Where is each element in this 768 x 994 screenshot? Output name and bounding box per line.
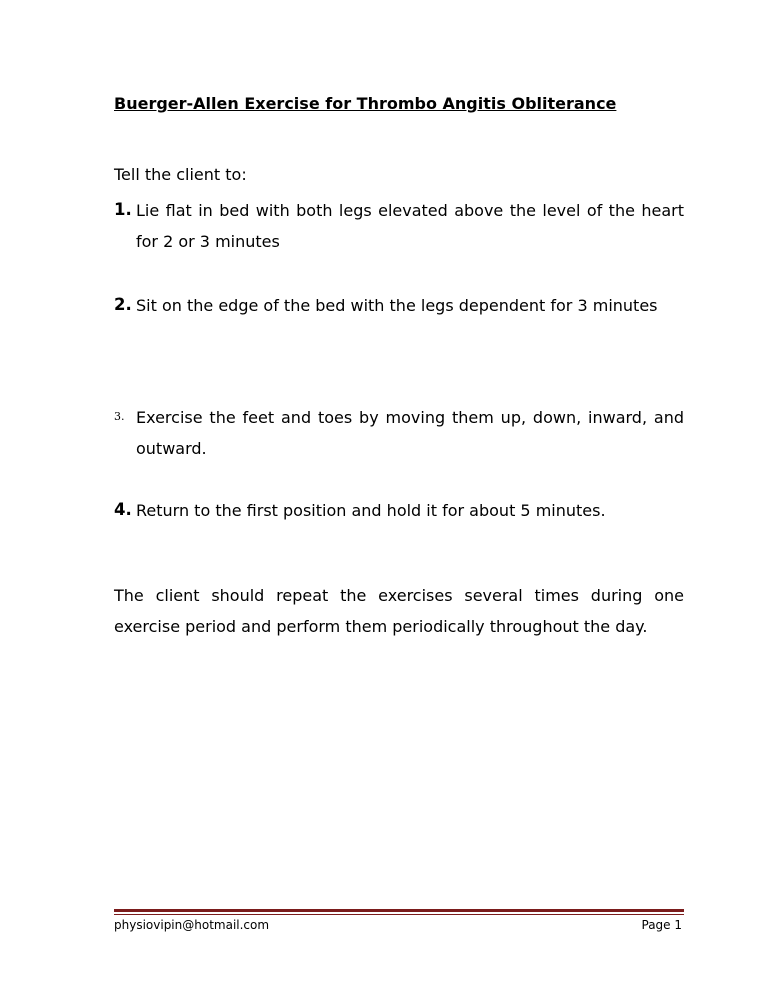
list-item-text: Return to the first position and hold it for about 5 minutes.: [136, 501, 606, 520]
document-title: Buerger-Allen Exercise for Thrombo Angitis Obliterance: [114, 94, 617, 113]
list-item-number: 3.: [114, 410, 125, 423]
list-item-number: 1.: [114, 200, 132, 219]
list-item-number: 4.: [114, 500, 132, 519]
list-item-text: Exercise the feet and toes by moving them up, down, inward, and outward.: [136, 408, 684, 458]
intro-text: Tell the client to:: [114, 165, 247, 184]
list-item-text: Sit on the edge of the bed with the legs dependent for 3 minutes: [136, 296, 658, 315]
list-item: [114, 402, 684, 464]
list-item-text: Lie flat in bed with both legs elevated above the level of the heart for 2 or 3 minutes: [136, 201, 684, 251]
list-item: [114, 495, 684, 526]
list-item: [114, 290, 684, 321]
footer-rule-thick: [114, 909, 684, 912]
footer-rule-thin: [114, 914, 684, 915]
list-item: [114, 195, 684, 257]
closing-paragraph: The client should repeat the exercises several times during one exercise period and perform them periodically throughout the day.: [114, 586, 684, 636]
list-item-number: 2.: [114, 295, 132, 314]
page-number: Page 1: [641, 918, 682, 932]
footer-email: physiovipin@hotmail.com: [114, 918, 270, 932]
